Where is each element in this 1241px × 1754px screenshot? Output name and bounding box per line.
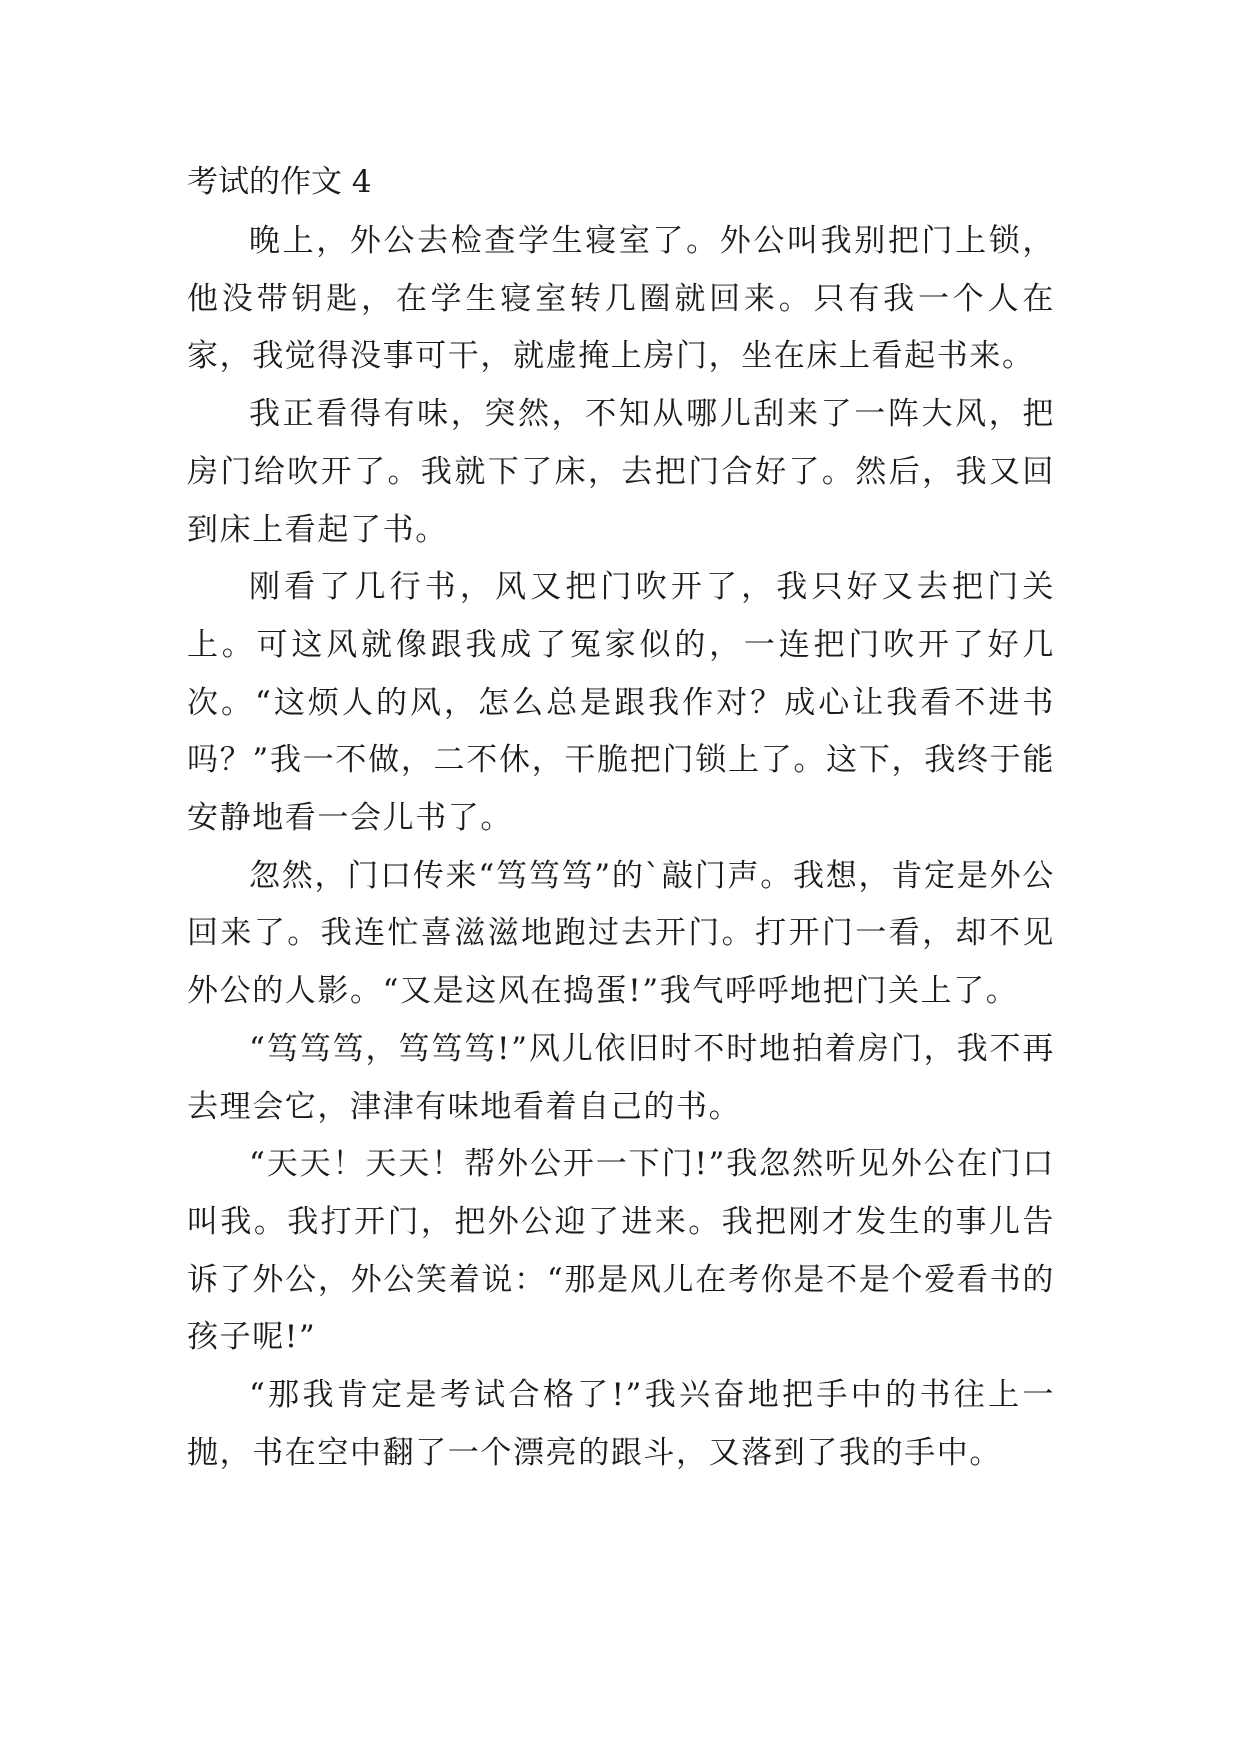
document-title: 考试的作文 4	[187, 164, 372, 200]
paragraph: “那我肯定是考试合格了!”我兴奋地把手中的书往上一抛，书在空中翻了一个漂亮的跟斗，又落到了我的手中。	[187, 1377, 1055, 1471]
paragraph: “笃笃笃，笃笃笃!”风儿依旧时不时地拍着房门，我不再去理会它，津津有味地看着自己的书。	[187, 1030, 1055, 1125]
paragraph: “天天！天天！帮外公开一下门!”我忽然听见外公在门口叫我。我打开门，把外公迎了进来。我把刚才发生的事儿告诉了外公，外公笑着说：“那是风儿在考你是不是个爱看书的孩子呢!”	[187, 1146, 1055, 1356]
paragraph: 我正看得有味，突然，不知从哪儿刮来了一阵大风，把房门给吹开了。我就下了床，去把门合好了。然后，我又回到床上看起了书。	[187, 396, 1055, 548]
paragraph: 刚看了几行书，风又把门吹开了，我只好又去把门关上。可这风就像跟我成了冤家似的，一连把门吹开了好几次。“这烦人的风，怎么总是跟我作对？成心让我看不进书吗？”我一不做，二不休，干脆把门锁上了。这下，我终于能安静地看一会儿书了。	[187, 569, 1055, 837]
paragraph: 晚上，外公去检查学生寝室了。外公叫我别把门上锁，他没带钥匙，在学生寝室转几圈就回来。只有我一个人在家，我觉得没事可干，就虚掩上房门，坐在床上看起书来。	[187, 223, 1055, 375]
document-body	[187, 213, 1055, 1482]
paragraph: 忽然，门口传来“笃笃笃”的`敲门声。我想，肯定是外公回来了。我连忙喜滋滋地跑过去开门。打开门一看，却不见外公的人影。“又是这风在捣蛋!”我气呼呼地把门关上了。	[187, 857, 1055, 1010]
